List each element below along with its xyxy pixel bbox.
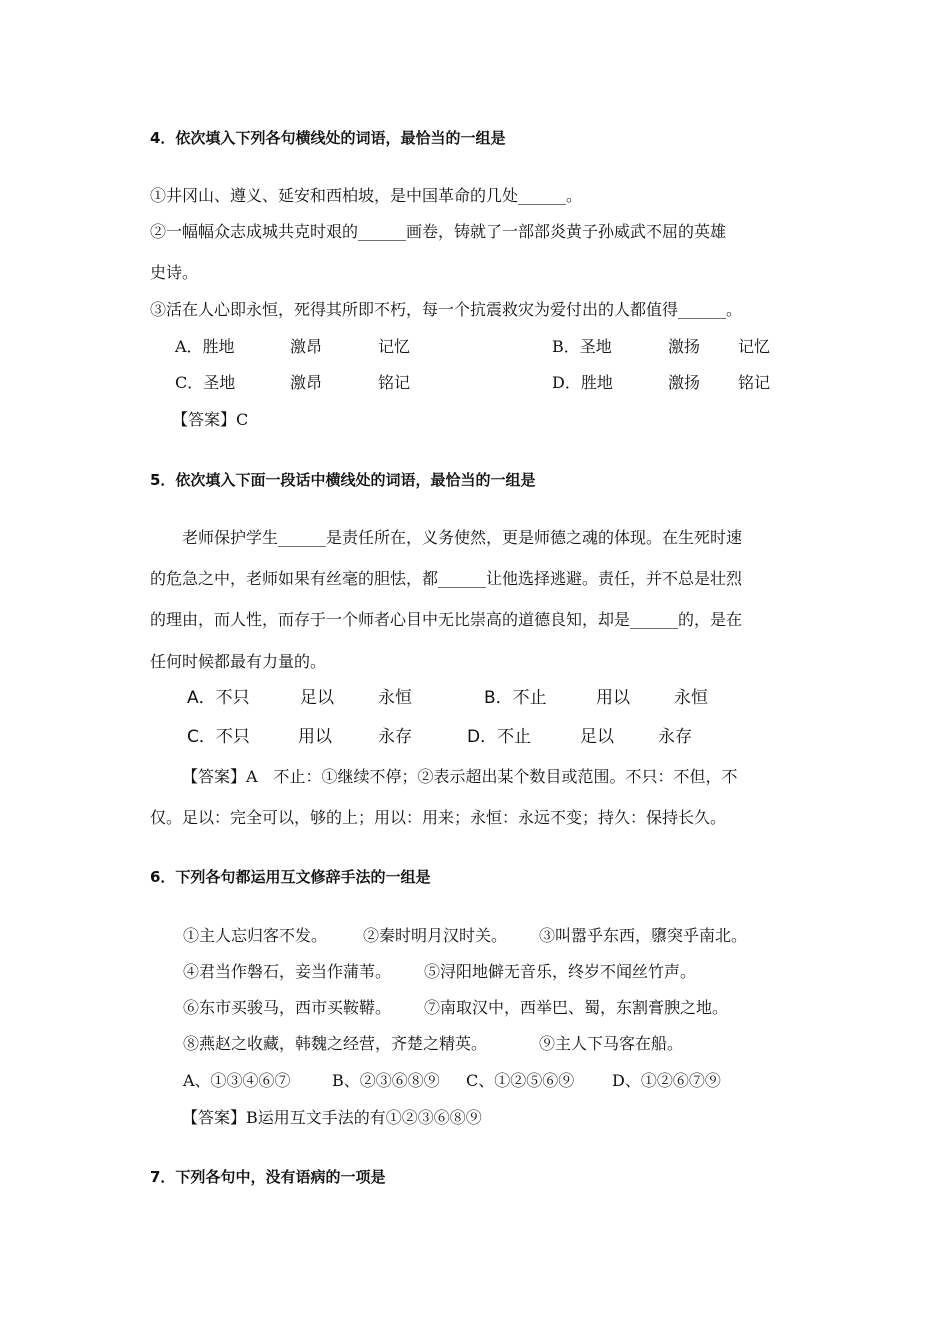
question-5-paragraph-line-4: 任何时候都最有力量的。 — [150, 652, 327, 671]
sentence-2: ②秦时明月汉时关。 — [363, 926, 508, 945]
sentence-6: ⑥东市买骏马，西市买鞍鞯。 — [183, 998, 392, 1017]
sentence-9: ⑨主人下马客在船。 — [539, 1034, 684, 1053]
sentence-3: ③叫嚣乎东西，隳突乎南北。 — [539, 926, 748, 945]
question-5-title: 5．依次填入下面一段话中横线处的词语，最恰当的一组是 — [150, 471, 536, 489]
sentence-5: ⑤浔阳地僻无音乐，终岁不闻丝竹声。 — [424, 962, 697, 981]
option-d: D．胜地 — [552, 373, 613, 392]
option-c: C．圣地 — [175, 373, 236, 392]
question-6-title: 6．下列各句都运用互文修辞手法的一组是 — [150, 868, 431, 886]
question-4-title: 4．依次填入下列各句横线处的词语，最恰当的一组是 — [150, 129, 506, 147]
option-b-word-3: 记忆 — [738, 337, 771, 356]
question-6-answer: 【答案】B运用互文手法的有①②③⑥⑧⑨ — [182, 1108, 482, 1127]
choice-a: A、①③④⑥⑦ — [183, 1071, 291, 1090]
question-5-answer-line-2: 仅。足以：完全可以，够的上；用以：用来；永恒：永远不变；持久：保持长久。 — [150, 808, 727, 827]
question-5-paragraph-line-1: 老师保护学生______是责任所在，义务使然，更是师德之魂的体现。在生死时速 — [182, 528, 743, 547]
choice-c: C、①②⑤⑥⑨ — [466, 1071, 575, 1090]
choice-b: B、②③⑥⑧⑨ — [332, 1071, 440, 1090]
question-4-sentence-3: ③活在人心即永恒，死得其所即不朽，每一个抗震救灾为爱付出的人都值得______。 — [150, 300, 743, 319]
option-c-word-3: 铭记 — [378, 373, 411, 392]
sentence-4: ④君当作磐石，妾当作蒲苇。 — [183, 962, 392, 981]
option-a: A．不只 — [187, 688, 250, 708]
option-a-word-2: 足以 — [300, 688, 334, 708]
question-4-answer: 【答案】C — [172, 410, 249, 429]
option-a-word-3: 记忆 — [378, 337, 411, 356]
option-a-word-2: 激昂 — [290, 337, 323, 356]
sentence-7: ⑦南取汉中，西举巴、蜀，东割膏腴之地。 — [424, 998, 729, 1017]
option-a: A．胜地 — [175, 337, 235, 356]
option-d-word-3: 铭记 — [738, 373, 771, 392]
option-c-word-3: 永存 — [378, 727, 412, 747]
option-b-word-3: 永恒 — [674, 688, 708, 708]
question-4-sentence-1: ①井冈山、遵义、延安和西柏坡，是中国革命的几处______。 — [150, 186, 583, 205]
sentence-1: ①主人忘归客不发。 — [183, 926, 328, 945]
option-b-word-2: 激扬 — [668, 337, 701, 356]
option-c-word-2: 激昂 — [290, 373, 323, 392]
question-4-sentence-2: ②一幅幅众志成城共克时艰的______画卷，铸就了一部部炎黄子孙威武不屈的英雄 — [150, 222, 727, 241]
option-c-word-2: 用以 — [298, 727, 332, 747]
question-5-paragraph-line-2: 的危急之中，老师如果有丝毫的胆怯，都______让他选择逃避。责任，并不总是壮烈 — [150, 569, 743, 588]
option-b: B．圣地 — [552, 337, 612, 356]
option-d-word-2: 激扬 — [668, 373, 701, 392]
option-d: D．不止 — [467, 727, 532, 747]
question-5-paragraph-line-3: 的理由，而人性，而存于一个师者心目中无比崇高的道德良知，却是______的，是在 — [150, 610, 743, 629]
option-b: B．不止 — [484, 688, 547, 708]
question-4-sentence-2-cont: 史诗。 — [150, 263, 199, 282]
option-b-word-2: 用以 — [596, 688, 630, 708]
option-a-word-3: 永恒 — [378, 688, 412, 708]
option-d-word-2: 足以 — [580, 727, 614, 747]
option-d-word-3: 永存 — [658, 727, 692, 747]
question-7-title: 7．下列各句中，没有语病的一项是 — [150, 1168, 386, 1186]
choice-d: D、①②⑥⑦⑨ — [612, 1071, 721, 1090]
option-c: C．不只 — [187, 727, 250, 747]
sentence-8: ⑧燕赵之收藏，韩魏之经营，齐楚之精英。 — [183, 1034, 488, 1053]
question-5-answer-line-1: 【答案】A 不止：①继续不停；②表示超出某个数目或范围。不只：不但，不 — [182, 767, 738, 786]
